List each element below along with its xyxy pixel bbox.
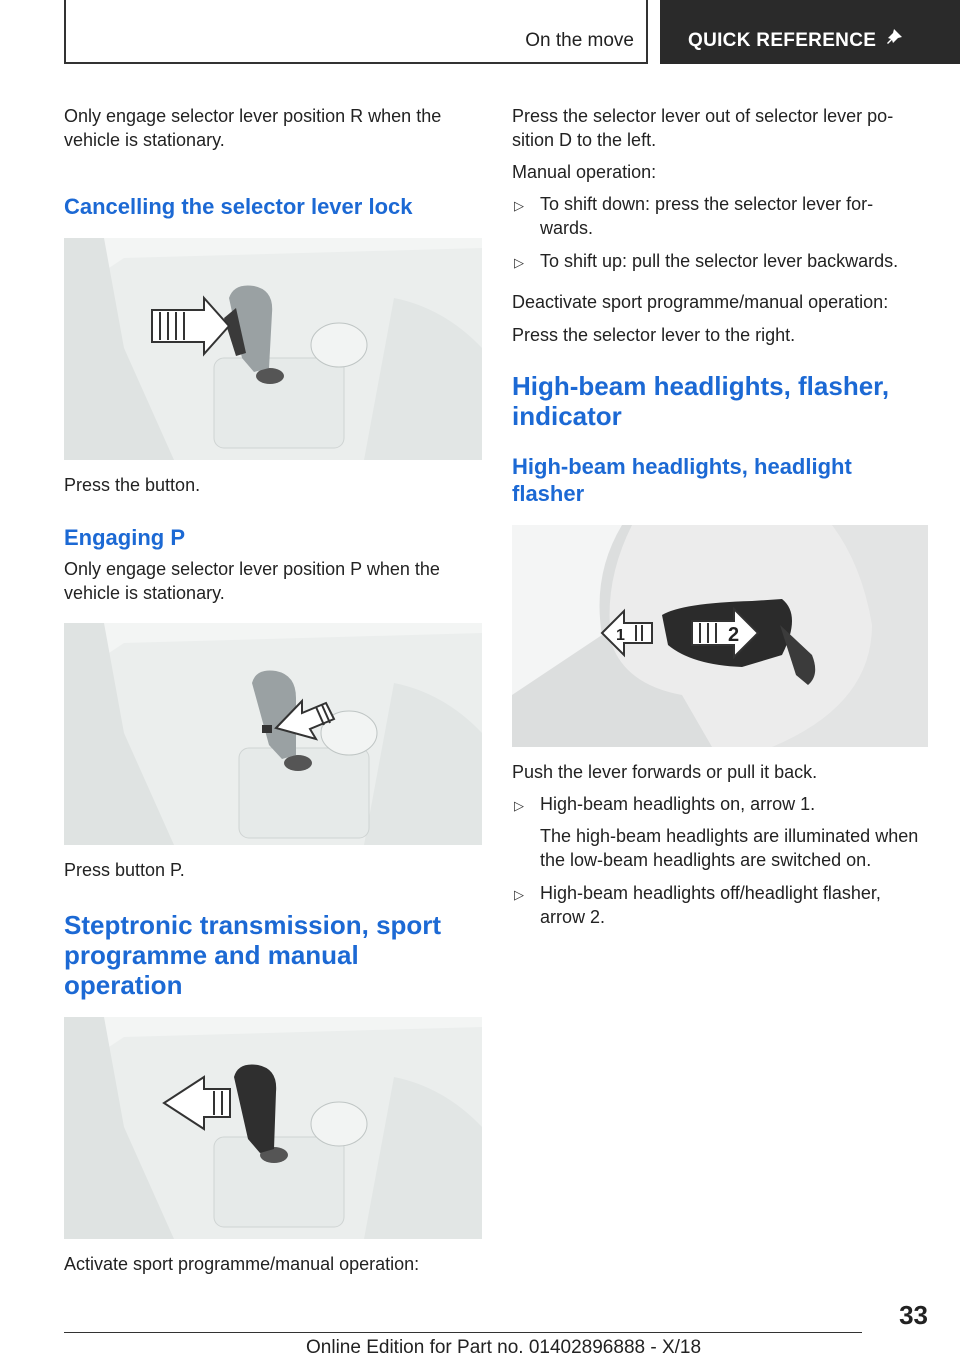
triangle-bullet-icon: ▷ [514, 255, 524, 270]
push-lever-text: Push the lever forwards or pull it back. [512, 762, 818, 782]
list-item [512, 249, 928, 273]
arrow-1-label: 1 [616, 627, 625, 644]
triangle-bullet-icon: ▷ [514, 798, 524, 813]
list-item-text: High-beam headlights off/headlight flasher, arrow 2. [540, 883, 881, 927]
figure-steptronic [64, 1017, 482, 1239]
list-item-text: To shift up: pull the selector lever backwards. [540, 251, 899, 271]
selector-r-note: Only engage selector lever position R when the vehicle is stationary. [64, 106, 442, 150]
manual-operation-label: Manual operation: [512, 162, 657, 182]
page-number: 33 [899, 1300, 928, 1330]
list-item [512, 192, 920, 240]
list-item-text: To shift down: press the selector lever forwards. [540, 194, 874, 238]
quick-reference-label: QUICK REFERENCE [688, 30, 877, 51]
header-section-title: On the move [525, 30, 634, 51]
manual-operation-list [512, 192, 928, 273]
deactivate-sport-label: Deactivate sport programme/manual operation: [512, 292, 889, 312]
caption-activate-sport: Activate sport programme/manual operation: [64, 1254, 420, 1274]
figure-engaging-p [64, 623, 482, 845]
figure-headlight-lever [512, 525, 928, 747]
heading-headlight-flasher: High-beam headlights, headlight flasher [512, 454, 852, 506]
footer-edition: Online Edition for Part no. 01402896888 - X/18 [306, 1337, 702, 1358]
selector-p-note: Only engage selector lever position P when the vehicle is stationary. [64, 559, 440, 603]
triangle-bullet-icon: ▷ [514, 887, 524, 902]
triangle-bullet-icon: ▷ [514, 198, 524, 213]
left-column [64, 104, 482, 1276]
caption-press-button-p: Press button P. [64, 860, 185, 880]
right-column [512, 104, 928, 929]
arrow-2-label: 2 [728, 624, 740, 646]
footer-divider [64, 1332, 862, 1333]
list-item [512, 881, 928, 929]
caption-press-button: Press the button. [64, 475, 201, 495]
list-item-text: High-beam headlights on, arrow 1. [540, 794, 816, 814]
list-item-subtext: The high-beam headlights are illuminated when the low-beam headlights are switched on. [540, 826, 919, 870]
quick-reference-tab[interactable] [660, 0, 960, 64]
high-beam-list [512, 792, 928, 929]
heading-engaging-p: Engaging P [64, 525, 185, 550]
press-right-text: Press the selector lever to the right. [512, 325, 796, 345]
heading-steptronic: Steptronic transmission, sport programme and manual operation [64, 910, 442, 1000]
heading-cancelling: Cancelling the selector lever lock [64, 194, 413, 219]
pin-icon [884, 28, 904, 50]
press-out-of-d: Press the selector lever out of selector lever position D to the left. [512, 106, 894, 150]
list-item [512, 792, 928, 872]
figure-selector-lock [64, 238, 482, 460]
heading-high-beam: High-beam headlights, flasher, indicator [512, 371, 890, 431]
